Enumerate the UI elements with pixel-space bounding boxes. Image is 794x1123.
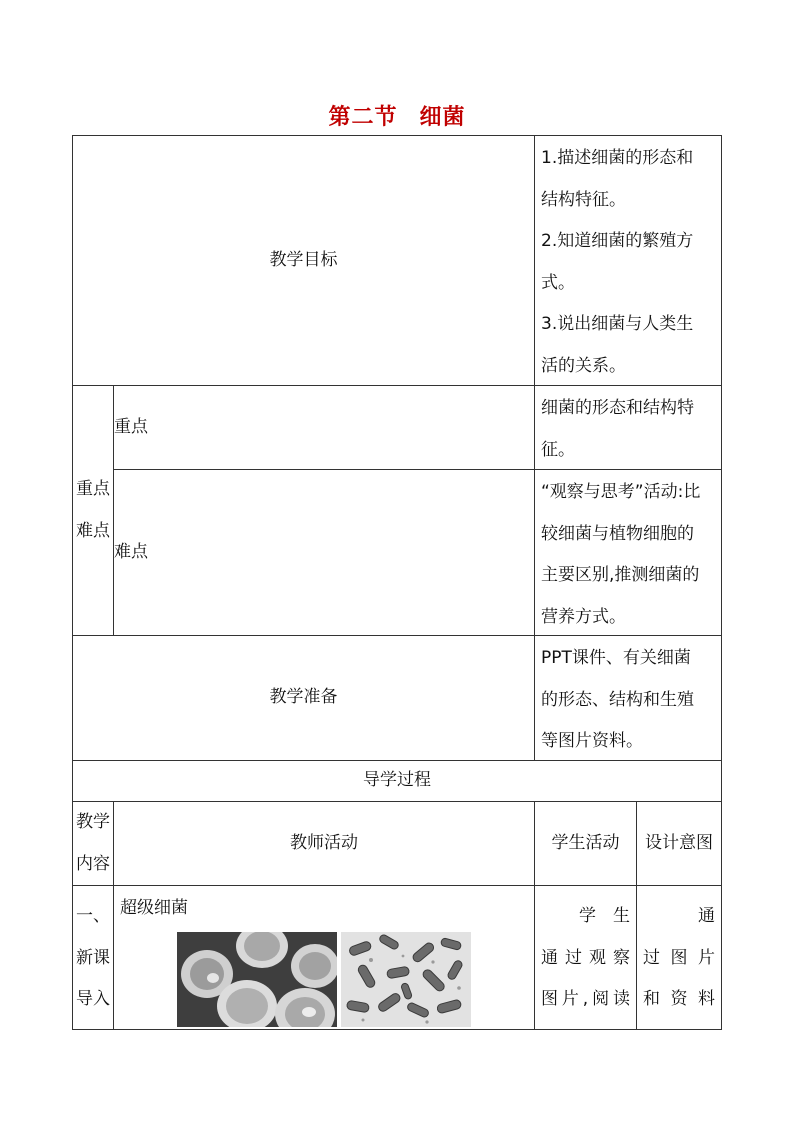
cell-key-label: 重点: [113, 385, 535, 470]
cell-goal-text: 1.描述细菌的形态和 结构特征。 2.知道细菌的繁殖方 式。 3.说出细菌与人类生 活的关系。: [534, 135, 722, 386]
intent-line-2: 过 图 片: [643, 947, 715, 968]
cell-prep-label: 教学准备: [72, 635, 535, 761]
cell-process-header: 导学过程: [72, 760, 722, 802]
student-line-3: 图片,阅读: [541, 989, 630, 1009]
cell-diff-label: 难点: [113, 469, 535, 636]
intent-line-3: 和 资 料: [643, 989, 715, 1009]
cell-row1-teacher: 超级细菌: [113, 885, 535, 1030]
cell-prep-text: PPT课件、有关细菌 的形态、结构和生殖 等图片资料。: [534, 635, 722, 761]
col-header-content: 教学 内容: [72, 801, 114, 886]
col-header-student: 学生活动: [534, 801, 637, 886]
student-line-1: 学 生: [579, 906, 630, 926]
page-title: 第二节 细菌: [328, 105, 466, 130]
cell-row1-content: 一、 新课 导入: [72, 885, 114, 1030]
intent-line-1: 通: [698, 906, 715, 926]
col-header-intent: 设计意图: [636, 801, 722, 886]
bacteria-photo-cocci: [177, 932, 337, 1027]
cell-diff-text: “观察与思考”活动:比 较细菌与植物细胞的 主要区别,推测细菌的 营养方式。: [534, 469, 722, 636]
cell-key-text: 细菌的形态和结构特 征。: [534, 385, 722, 470]
cell-row1-student: [534, 885, 637, 1030]
col-header-teacher: 教师活动: [113, 801, 535, 886]
bacteria-photo-bacilli: [341, 932, 471, 1027]
cell-key-diff-label: 重点 难点: [72, 385, 114, 636]
cell-row1-intent: [636, 885, 722, 1030]
student-line-2: 通过观察: [541, 947, 630, 968]
cell-goal-label: 教学目标: [72, 135, 535, 386]
